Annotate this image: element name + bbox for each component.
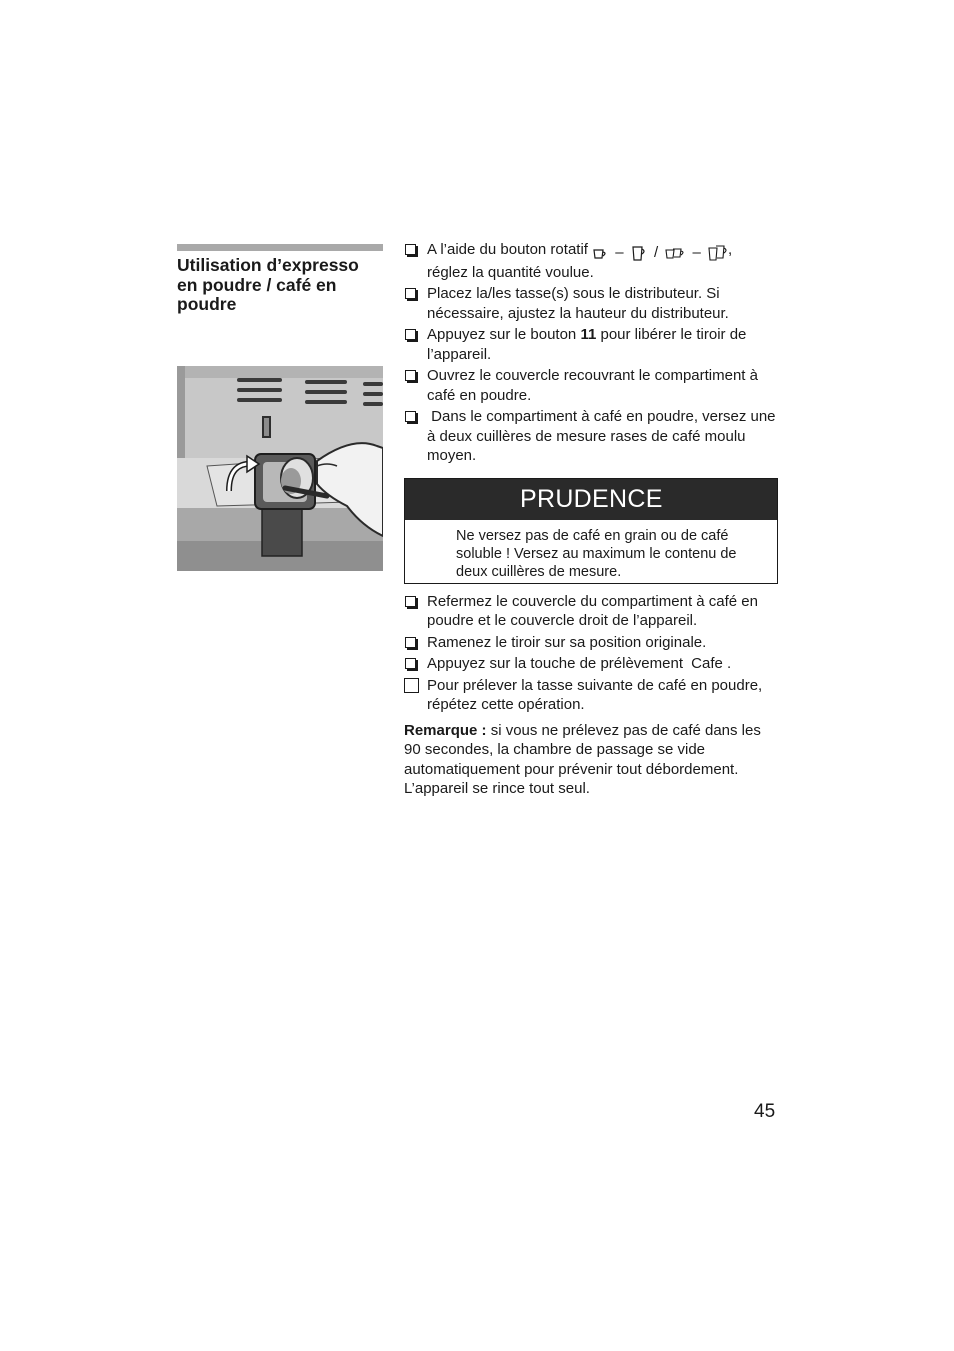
step-text: pour libérer le tiroir de l’appareil. [427,326,747,363]
step-text: Placez la/les tasse(s) sous le distributeur. Si nécessaire, ajustez la hauteur du distributeur. [427,285,729,322]
large-cup-icon [631,245,647,262]
checkbox-icon [405,411,416,422]
checkbox-icon [405,244,416,255]
note-paragraph [404,721,778,799]
step-rotary-knob: A l’aide du bouton rotatif – / – , réglez la quantité voulue. [404,240,778,282]
cafe-key-label: Cafe [691,655,723,672]
step-text: Refermez le couvercle du compartiment à café en poudre et le couvercle droit de l’appareil. [427,592,758,629]
checkbox-icon [405,329,416,340]
step-text: réglez la quantité voulue. [427,263,594,281]
step-add-coffee [404,407,778,466]
step-text: Pour prélever la tasse suivante de café en poudre, répétez cette opération. [427,676,763,713]
checkbox-icon [405,370,416,381]
warning-box [404,478,778,584]
step-text: Ramenez le tiroir sur sa position originale. [427,633,707,651]
powder-compartment-illustration [177,366,383,571]
step-text: Appuyez sur le bouton [427,326,577,343]
section-rule [177,244,383,251]
page-number: 45 [754,1101,776,1122]
step-text: Dans le compartiment à café en poudre, versez une à deux cuillères de mesure rases de café moulu moyen. [427,408,780,464]
step-repeat [404,676,778,715]
warning-title: PRUDENCE [405,479,777,520]
two-large-cups-icon [708,245,728,262]
section-title: Utilisation d’expresso en poudre / café en poudre [177,255,359,314]
step-place-cups [404,284,778,323]
checkbox-icon [404,678,419,693]
two-small-cups-icon [665,246,685,260]
step-press-key: Appuyez sur la touche de prélèvement Cafe . [404,654,778,674]
step-close-lids [404,592,778,631]
small-cup-icon [592,246,608,260]
warning-text: Ne versez pas de café en grain ou de café soluble ! Versez au maximum le contenu de deux cuillères de mesure. [456,527,737,580]
button-number: 11 [580,326,597,343]
cup-size-icons: – / – [592,243,728,263]
note-label: Remarque : [404,721,487,739]
note-text: si vous ne prélevez pas de café dans les 90 secondes, la chambre de passage se vide automatiquement pour prévenir tout débordement. L’appareil se rince tout seul. [404,721,761,797]
step-return-drawer [404,633,778,653]
instructions [404,240,778,799]
checkbox-icon [405,288,416,299]
step-text: A l’aide du bouton rotatif [427,241,588,258]
step-open-lid [404,366,778,405]
step-text: Appuyez sur la touche de prélèvement [427,655,683,672]
checkbox-icon [405,637,416,648]
checkbox-icon [405,596,416,607]
step-text: Ouvrez le couvercle recouvrant le compartiment à café en poudre. [427,367,758,404]
step-press-button [404,325,778,364]
checkbox-icon [405,658,416,669]
